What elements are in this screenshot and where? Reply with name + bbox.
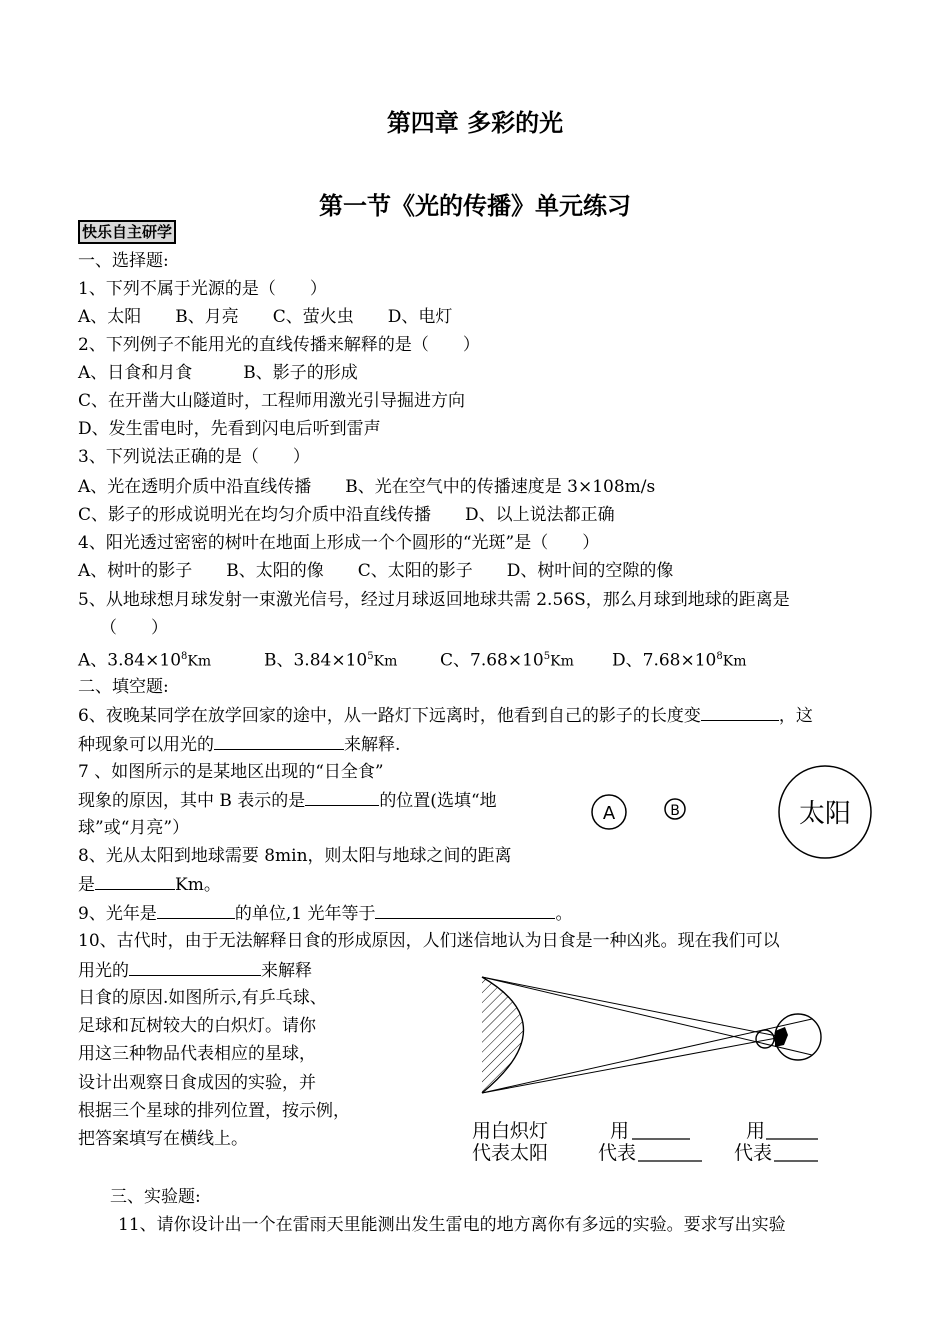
blank-q9-1[interactable] bbox=[157, 902, 235, 919]
blank-q6-2[interactable] bbox=[214, 733, 344, 750]
part1-heading: 一、选择题: bbox=[78, 251, 169, 271]
diagram-label-right-1: 用 bbox=[746, 1120, 766, 1142]
question-8-line1: 8、光从太阳到地球需要 8min，则太阳与地球之间的距离 bbox=[78, 846, 512, 866]
question-4: 4、阳光透过密密的树叶在地面上形成一个个圆形的“光斑”是（ ） bbox=[78, 533, 600, 553]
question-1-options: A、太阳 B、月亮 C、萤火虫 D、电灯 bbox=[78, 307, 453, 327]
question-5-paren: （ ） bbox=[100, 618, 168, 638]
blank-q9-2[interactable] bbox=[375, 902, 555, 919]
chapter-title: 第四章 多彩的光 bbox=[386, 109, 564, 137]
question-3-option-cd: C、影子的形成说明光在均匀介质中沿直线传播 D、以上说法都正确 bbox=[78, 505, 615, 525]
blank-q8[interactable] bbox=[95, 873, 175, 890]
question-10-line2: 用光的 来解释 bbox=[78, 961, 312, 981]
figure-label-sun: 太阳 bbox=[798, 799, 852, 829]
question-2: 2、下列例子不能用光的直线传播来解释的是（ ） bbox=[78, 335, 480, 355]
question-2-option-ab: A、日食和月食 B、影子的形成 bbox=[78, 363, 358, 383]
question-3: 3、下列说法正确的是（ ） bbox=[78, 447, 310, 467]
question-7-line3: 球”或“月亮”） bbox=[78, 818, 190, 838]
light-ray-2 bbox=[482, 977, 782, 1037]
diagram-label-mid-2: 代表 bbox=[598, 1142, 637, 1164]
question-10-line1: 10、古代时，由于无法解释日食的形成原因，人们迷信地认为日食是一种凶兆。现在我们可以 bbox=[78, 931, 780, 951]
blank-q10[interactable] bbox=[129, 959, 261, 976]
diagram-label-left-2: 代表太阳 bbox=[472, 1142, 549, 1164]
question-2-option-c: C、在开凿大山隧道时，工程师用激光引导掘进方向 bbox=[78, 391, 466, 411]
diagram-shadow bbox=[775, 1027, 788, 1047]
question-1: 1、下列不属于光源的是（ ） bbox=[78, 279, 327, 299]
question-5-option-b: B、$3.84\times 10^5Km$ bbox=[264, 650, 398, 671]
diagram-sun-hatching bbox=[460, 965, 570, 1105]
diagram-label-right-2: 代表 bbox=[734, 1142, 773, 1164]
question-6-line1: 6、夜晚某同学在放学回家的途中，从一路灯下远离时，他看到自己的影子的长度变 ，这 bbox=[78, 706, 813, 726]
part2-heading: 二、填空题: bbox=[78, 677, 169, 697]
solar-eclipse-diagram bbox=[460, 965, 840, 1165]
question-9: 9、光年是 的单位,1 光年等于 。 bbox=[78, 904, 573, 924]
section-tag: 快乐自主研学 bbox=[78, 220, 176, 244]
question-5-option-d: D、$7.68\times 10^8Km$ bbox=[612, 650, 747, 671]
figure-label-b: B bbox=[670, 803, 680, 819]
light-ray-1 bbox=[482, 977, 812, 1055]
diagram-label-left-1: 用白炽灯 bbox=[472, 1120, 549, 1142]
question-7-line2: 现象的原因，其中 B 表示的是 的位置(选填“地 bbox=[78, 791, 497, 811]
question-4-options: A、树叶的影子 B、太阳的像 C、太阳的影子 D、树叶间的空隙的像 bbox=[78, 561, 674, 581]
question-7-line1: 7 、如图所示的是某地区出现的“日全食” bbox=[78, 762, 384, 782]
question-10-text-5: 根据三个星球的排列位置，按示例， bbox=[78, 1101, 350, 1121]
question-5-option-c: C、$7.68\times 10^5Km$ bbox=[440, 650, 574, 671]
figure-label-a: A bbox=[602, 803, 616, 824]
eclipse-figure bbox=[585, 762, 885, 872]
question-5: 5、从地球想月球发射一束激光信号，经过月球返回地球共需 2.56S，那么月球到地球的距离是 bbox=[78, 590, 790, 610]
question-10-text-2: 足球和瓦树较大的白炽灯。请你 bbox=[78, 1016, 316, 1036]
question-10-text-3: 用这三种物品代表相应的星球， bbox=[78, 1044, 316, 1064]
question-10-text-4: 设计出观察日食成因的实验，并 bbox=[78, 1073, 316, 1093]
question-11: 11、请你设计出一个在雷雨天里能测出发生雷电的地方离你有多远的实验。要求写出实验 bbox=[118, 1215, 786, 1235]
blank-q7[interactable] bbox=[305, 789, 379, 806]
question-2-option-d: D、发生雷电时，先看到闪电后听到雷声 bbox=[78, 419, 381, 439]
question-8-line2: 是 Km。 bbox=[78, 875, 221, 895]
diagram-label-mid-1: 用 bbox=[610, 1120, 630, 1142]
light-ray-4 bbox=[482, 1037, 782, 1093]
question-10-text-6: 把答案填写在横线上。 bbox=[78, 1129, 248, 1149]
section-title: 第一节《光的传播》单元练习 bbox=[319, 192, 631, 220]
part3-heading: 三、实验题: bbox=[110, 1187, 201, 1207]
question-3-option-ab: A、光在透明介质中沿直线传播 B、光在空气中的传播速度是 3×108m/s bbox=[78, 477, 656, 497]
question-10-text-1: 日食的原因.如图所示,有乒乓球、 bbox=[78, 988, 327, 1008]
question-6-line2: 种现象可以用光的 来解释. bbox=[78, 735, 401, 755]
blank-q6-1[interactable] bbox=[701, 704, 779, 721]
question-5-option-a: A、$3.84\times 10^8Km$ bbox=[78, 650, 212, 671]
